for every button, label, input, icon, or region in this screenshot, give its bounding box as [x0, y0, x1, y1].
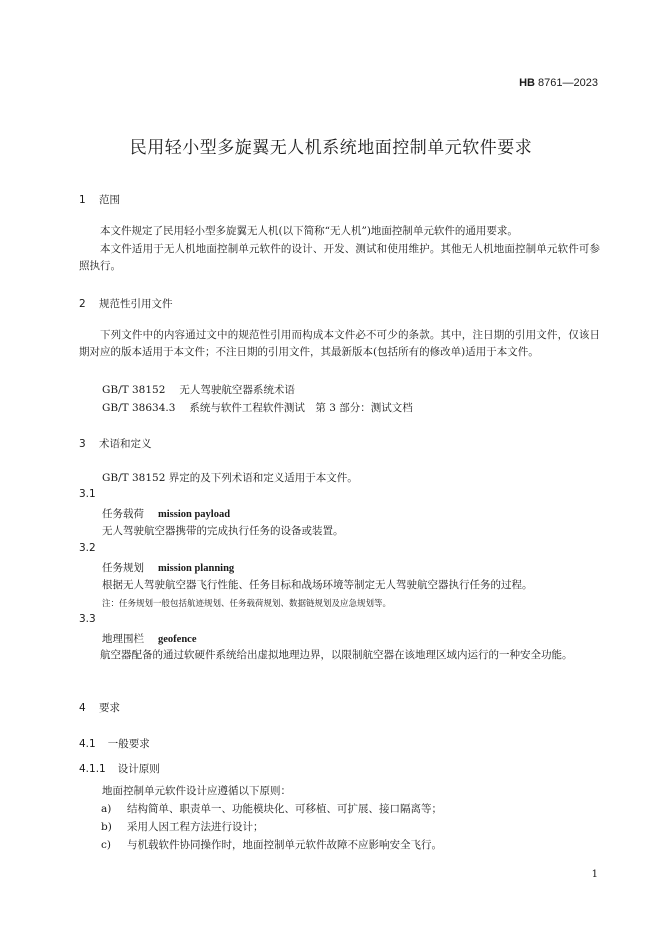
document-code: HB 8761—2023 — [519, 77, 598, 89]
page-title: 民用轻小型多旋翼无人机系统地面控制单元软件要求 — [129, 138, 533, 158]
term-3-2-title: 任务规划 mission planning — [102, 562, 235, 574]
list-item: b) 采用人因工程方法进行设计； — [101, 821, 264, 833]
reference-1: GB/T 38152 无人驾驶航空器系统术语 — [102, 384, 295, 396]
section-4-1-heading: 4.1 一般要求 — [79, 738, 150, 750]
term-3-2-note: 注：任务规划一般包括航迹规划、任务载荷规划、数据链规划及应急规划等。 — [102, 599, 392, 609]
term-3-3-title: 地理围栏 geofence — [102, 633, 197, 645]
term-3-3-definition: 航空器配备的通过软硬件系统给出虚拟地理边界，以限制航空器在该地理区域内运行的一种安全功能。 — [100, 649, 573, 661]
term-3-3-number: 3.3 — [79, 613, 96, 625]
list-item: c) 与机载软件协同操作时，地面控制单元软件故障不应影响安全飞行。 — [101, 839, 442, 851]
section-1-heading: 1 范围 — [79, 194, 120, 206]
reference-2: GB/T 38634.3 系统与软件工程软件测试 第 3 部分：测试文档 — [102, 402, 413, 414]
term-3-1-number: 3.1 — [79, 488, 96, 500]
section-1-paragraph-2: 本文件适用于无人机地面控制单元软件的设计、开发、测试和使用维护。其他无人机地面控制单元软件可参照执行。 — [79, 243, 600, 272]
page-number: 1 — [591, 869, 598, 880]
section-3-intro: GB/T 38152 界定的及下列术语和定义适用于本文件。 — [102, 472, 358, 484]
list-item: a) 结构简单、职责单一、功能模块化、可移植、可扩展、接口隔离等； — [101, 803, 442, 815]
term-3-1-definition: 无人驾驶航空器携带的完成执行任务的设备或装置。 — [102, 525, 344, 537]
section-3-heading: 3 术语和定义 — [79, 438, 152, 450]
section-2-heading: 2 规范性引用文件 — [79, 298, 173, 310]
section-1-paragraph-1: 本文件规定了民用轻小型多旋翼无人机(以下简称“无人机”)地面控制单元软件的通用要求。 — [100, 225, 518, 237]
section-2-paragraph: 下列文件中的内容通过文中的规范性引用而构成本文件必不可少的条款。其中，注日期的引用文件，仅该日期对应的版本适用于本文件；不注日期的引用文件，其最新版本(包括所有的修改单)适用于本文件。 — [79, 329, 600, 358]
term-3-1-title: 任务载荷 mission payload — [102, 508, 231, 520]
section-4-1-1-heading: 4.1.1 设计原则 — [79, 763, 160, 775]
section-4-heading: 4 要求 — [79, 702, 120, 714]
section-4-1-1-intro: 地面控制单元软件设计应遵循以下原则： — [102, 785, 291, 797]
term-3-2-definition: 根据无人驾驶航空器飞行性能、任务目标和战场环境等制定无人驾驶航空器执行任务的过程。 — [102, 579, 533, 591]
term-3-2-number: 3.2 — [79, 542, 96, 554]
